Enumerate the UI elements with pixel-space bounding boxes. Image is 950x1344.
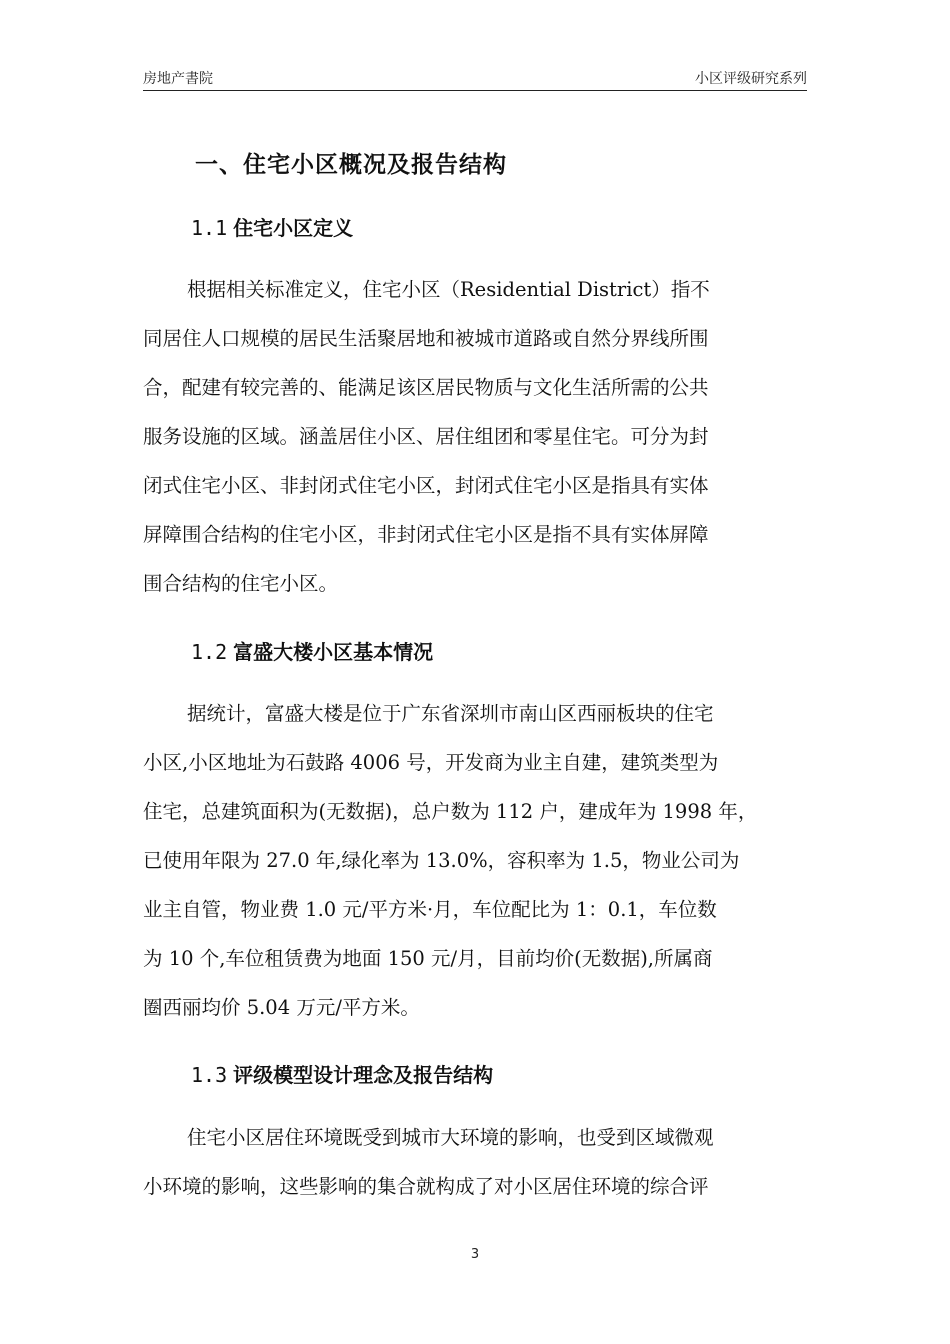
text-line: 围合结构的住宅小区。 [143, 572, 339, 595]
text-line: 小环境的影响，这些影响的集合就构成了对小区居住环境的综合评 [143, 1175, 709, 1198]
section-heading-text: 住宅小区定义 [233, 216, 354, 240]
text-line: 闭式住宅小区、非封闭式住宅小区，封闭式住宅小区是指具有实体 [143, 474, 709, 497]
text-line: 住宅，总建筑面积为(无数据)，总户数为 112 户，建成年为 1998 年， [143, 800, 758, 823]
section-heading-1-1 [191, 212, 353, 241]
page-header [143, 64, 807, 91]
paragraph-model-design [143, 1113, 807, 1211]
text-line: 同居住人口规模的居民生活聚居地和被城市道路或自然分界线所围 [143, 327, 709, 350]
text-line: 屏障围合结构的住宅小区，非封闭式住宅小区是指不具有实体屏障 [143, 523, 709, 546]
header-series-title: 小区评级研究系列 [695, 71, 807, 87]
text-line: 业主自管，物业费 1.0 元/平方米·月，车位配比为 1：0.1，车位数 [143, 898, 717, 921]
paragraph-basic-info [143, 689, 807, 1032]
section-heading-text: 评级模型设计理念及报告结构 [233, 1063, 494, 1087]
section-number: 1.2 [191, 640, 228, 664]
section-heading-text: 富盛大楼小区基本情况 [233, 640, 434, 664]
text-line: 小区,小区地址为石鼓路 4006 号，开发商为业主自建，建筑类型为 [143, 751, 719, 774]
text-line: 为 10 个,车位租赁费为地面 150 元/月，目前均价(无数据),所属商 [143, 947, 713, 970]
paragraph-definition [143, 265, 807, 608]
section-number: 1.1 [191, 216, 228, 240]
section-heading-1-2 [191, 636, 433, 665]
text-line: 据统计，富盛大楼是位于广东省深圳市南山区西丽板块的住宅 [187, 702, 714, 725]
text-line: 服务设施的区域。涵盖居住小区、居住组团和零星住宅。可分为封 [143, 425, 709, 448]
section-number: 1.3 [191, 1063, 228, 1087]
header-publisher: 房地产書院 [143, 71, 213, 87]
text-line: 住宅小区居住环境既受到城市大环境的影响，也受到区域微观 [187, 1126, 714, 1149]
text-line: 根据相关标准定义，住宅小区（Residential District）指不 [187, 278, 710, 301]
page-number: 3 [470, 1247, 480, 1262]
section-heading-1-3 [191, 1059, 493, 1088]
text-line: 合，配建有较完善的、能满足该区居民物质与文化生活所需的公共 [143, 376, 709, 399]
chapter-title: 一、住宅小区概况及报告结构 [195, 152, 507, 178]
text-line: 圈西丽均价 5.04 万元/平方米。 [143, 996, 420, 1019]
text-line: 已使用年限为 27.0 年,绿化率为 13.0%，容积率为 1.5，物业公司为 [143, 849, 740, 872]
